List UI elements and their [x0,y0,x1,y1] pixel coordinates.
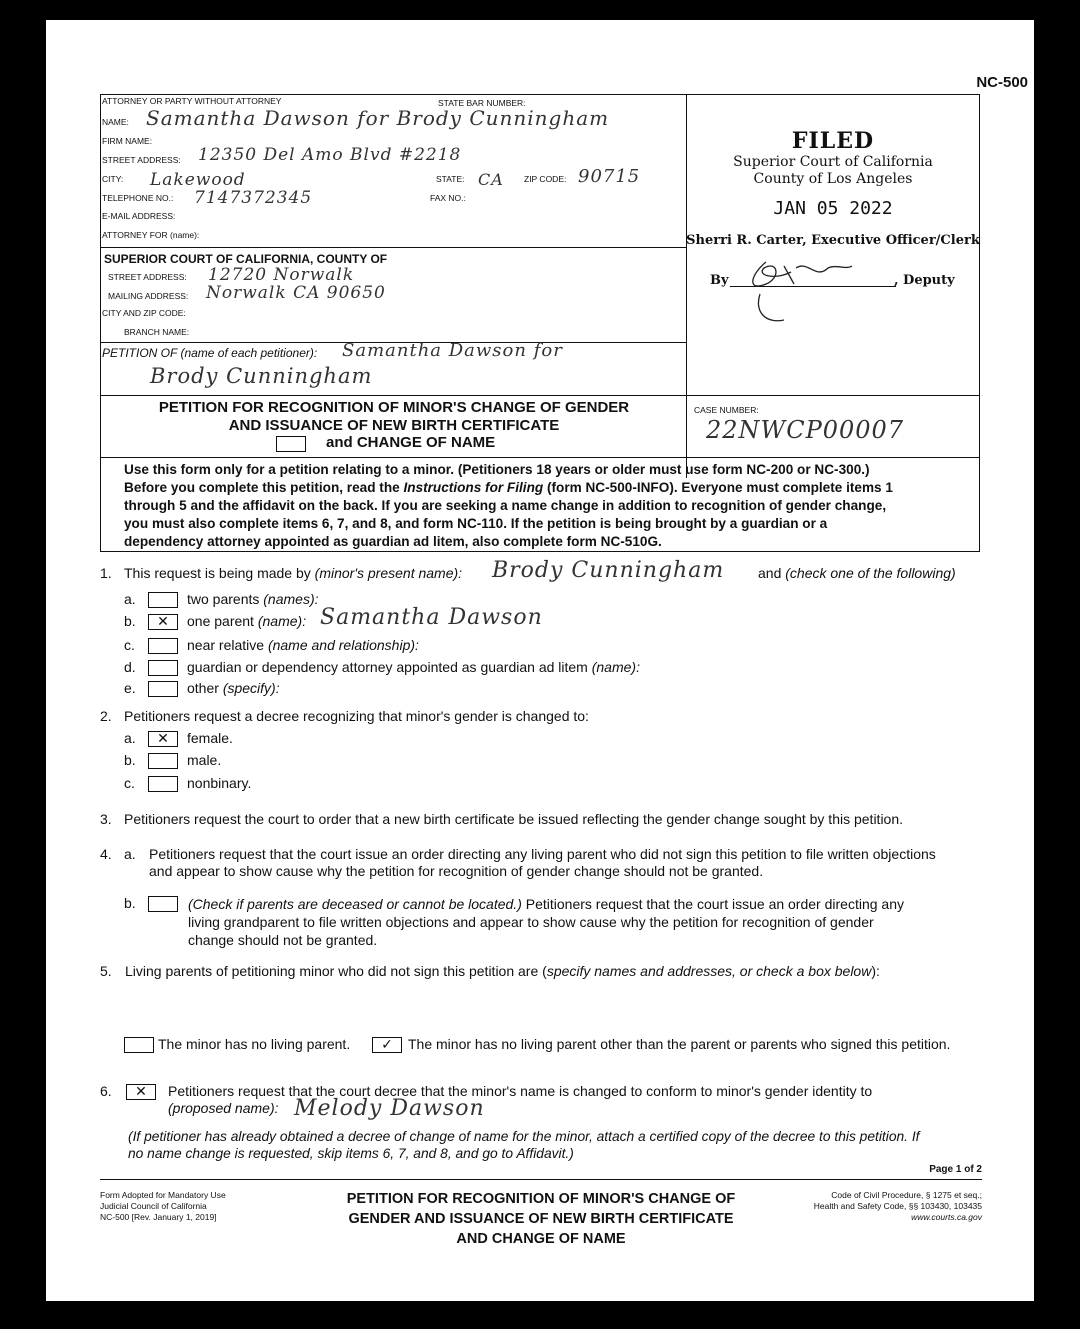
petition-of-value-2[interactable]: Brody Cunningham [150,364,373,388]
form-page [46,20,1034,1301]
court-mailing-label: MAILING ADDRESS: [108,291,189,301]
stamp-court-1: Superior Court of California [733,154,933,170]
name-label: NAME: [102,117,129,127]
name-change-checkbox[interactable] [276,436,306,452]
item4a-letter: a. [124,846,136,862]
item1a-text: two parents [187,591,264,607]
item6-note-2: no name change is requested, skip items 6, 7, and 8, and go to Affidavit.) [128,1146,574,1161]
male-checkbox[interactable] [148,753,178,769]
no-living-parent-checkbox[interactable] [124,1037,154,1053]
one-parent-name[interactable]: Samantha Dawson [320,605,543,630]
page-number: Page 1 of 2 [929,1164,982,1175]
minor-name-value[interactable]: Brody Cunningham [492,558,725,583]
item1-text-c: and [758,565,786,581]
instructions-line-4: you must also complete items 6, 7, and 8, and form NC-110. If the petition is being brought by a guardian or a [124,516,828,531]
item4a-text [149,846,936,880]
item2a-letter: a. [124,730,136,746]
item4b-line-1 [188,895,904,913]
case-number-label: CASE NUMBER: [694,405,759,415]
footer-adopted [100,1190,226,1223]
item3-text: Petitioners request the court to order that a new birth certificate be issued reflecting the gender change sought by this petition. [124,811,904,827]
item4b-line-2: living grandparent to file written objections and appear to show cause why the petition for recognition of gender [188,914,874,930]
item2c-letter: c. [124,775,135,791]
footer-title-1: PETITION FOR RECOGNITION OF MINOR'S CHANGE OF [346,1191,736,1207]
item1e-label [187,680,280,696]
title-line-2: AND ISSUANCE OF NEW BIRTH CERTIFICATE [228,417,560,434]
email-label: E-MAIL ADDRESS: [102,211,176,221]
item1e-text: other [187,680,223,696]
item1-text-b: (minor's present name): [314,565,463,581]
one-parent-checkbox[interactable]: ✕ [148,614,178,630]
name-change-request-checkbox[interactable]: ✕ [126,1084,156,1100]
item1a-hint: (names): [263,591,319,607]
stamp-officer: Sherri R. Carter, Executive Officer/Clerk [686,233,980,248]
phone-label: TELEPHONE NO.: [102,193,174,203]
petition-of-label: PETITION OF (name of each petitioner): [102,346,318,360]
court-street-label: STREET ADDRESS: [108,272,187,282]
footer-adopted-2: Judicial Council of California [100,1201,207,1211]
footer-codes [814,1190,982,1223]
court-branch-label: BRANCH NAME: [124,327,190,337]
title-line-3: and CHANGE OF NAME [326,434,496,451]
item1e-hint: (specify): [222,680,280,696]
item4b-letter: b. [124,895,136,911]
no-living-parent-label: The minor has no living parent. [158,1036,351,1052]
footer-title-3: AND CHANGE OF NAME [456,1231,626,1247]
footer-title [306,1189,776,1249]
item5-text-a: Living parents of petitioning minor who did not sign this petition are ( [125,963,547,979]
item4a-line-1: Petitioners request that the court issue an order directing any living parent who did not sign this petition to file written objections [149,846,936,862]
item3-num: 3. [100,811,112,827]
proposed-name-value[interactable]: Melody Dawson [294,1096,485,1121]
item1b-letter: b. [124,613,136,629]
female-checkbox[interactable]: ✕ [148,731,178,747]
footer-website[interactable]: www.courts.ca.gov [911,1212,982,1222]
case-number-value[interactable]: 22NWCP00007 [706,416,905,444]
court-cityzip-label: CITY AND ZIP CODE: [102,308,186,318]
footer-code-2: Health and Safety Code, §§ 103430, 103435 [813,1201,982,1211]
attorney-section-label: ATTORNEY OR PARTY WITHOUT ATTORNEY [102,96,282,106]
stamp-by: By [710,273,729,288]
court-street-value[interactable]: 12720 Norwalk [208,265,355,285]
item1c-letter: c. [124,637,135,653]
item1d-label [187,659,640,675]
petition-of-value-1[interactable]: Samantha Dawson for [342,340,563,361]
instructions-2a: Before you complete this petition, read the [124,480,404,495]
city-value[interactable]: Lakewood [150,170,246,190]
court-mailing-value[interactable]: Norwalk CA 90650 [206,283,386,303]
nonbinary-label: nonbinary. [187,775,252,791]
fax-label: FAX NO.: [430,193,466,203]
court-title: SUPERIOR COURT OF CALIFORNIA, COUNTY OF [104,252,388,266]
zip-value[interactable]: 90715 [578,166,641,187]
grandparent-checkbox[interactable] [148,896,178,912]
item4b-line-1b: Petitioners request that the court issue an order directing any [521,896,904,912]
item1-check-one [758,565,956,581]
item1-text-d: (check one of the following) [785,565,956,581]
city-label: CITY: [102,174,124,184]
filed-heading: FILED [791,128,875,154]
item1d-letter: d. [124,659,136,675]
name-value[interactable]: Samantha Dawson for Brody Cunningham [146,106,610,130]
male-label: male. [187,752,222,768]
item1c-text: near relative [187,637,268,653]
instructions [124,461,893,551]
nonbinary-checkbox[interactable] [148,776,178,792]
state-value[interactable]: CA [478,170,504,189]
phone-value[interactable]: 7147372345 [194,188,313,208]
footer-title-2: GENDER AND ISSUANCE OF NEW BIRTH CERTIFICATE [348,1211,734,1227]
item6-note-1: (If petitioner has already obtained a decree of change of name for the minor, attach a certified copy of the decree to this petition. If [128,1129,920,1144]
footer-code-1: Code of Civil Procedure, § 1275 et seq.; [831,1190,982,1200]
female-label: female. [187,730,233,746]
item2-num: 2. [100,708,112,724]
title-line-1: PETITION FOR RECOGNITION OF MINOR'S CHANGE OF GENDER [158,399,630,416]
item1c-hint: (name and relationship): [267,637,419,653]
item5-text [125,963,880,979]
item2-text: Petitioners request a decree recognizing that minor's gender is changed to: [124,708,589,724]
item1a-label [187,591,319,607]
state-bar-label: STATE BAR NUMBER: [438,98,526,108]
item2b-letter: b. [124,752,136,768]
item6-line-1: Petitioners request that the court decree that the minor's name is changed to conform to minor's gender identity to [168,1083,873,1099]
instructions-line-5: dependency attorney appointed as guardian ad litem, also complete form NC-510G. [124,534,662,549]
item1b-hint: (name): [257,613,307,629]
footer-adopted-1: Form Adopted for Mandatory Use [100,1190,226,1200]
street-value[interactable]: 12350 Del Amo Blvd #2218 [198,145,462,165]
guardian-checkbox[interactable] [148,660,178,676]
form-title [102,399,686,435]
instructions-line-3: through 5 and the affidavit on the back. If you are seeking a name change in addition to recognition of gender change, [124,498,887,513]
item1d-hint: (name): [591,659,640,675]
item5-text-c: ): [871,963,880,979]
zip-label: ZIP CODE: [524,174,567,184]
instructions-line-1: Use this form only for a petition relating to a minor. (Petitioners 18 years or older must use form NC-200 or NC-300.) [124,462,870,477]
no-other-parent-label: The minor has no living parent other than the parent or parents who signed this petition. [408,1036,951,1052]
stamp-court-2: County of Los Angeles [753,171,913,187]
item1b-text: one parent [187,613,258,629]
item1a-letter: a. [124,591,136,607]
item6-text [168,1083,872,1117]
stamp-deputy: , Deputy [894,273,955,288]
two-parents-checkbox[interactable] [148,592,178,608]
item1b-label [187,613,306,629]
attorney-for-label: ATTORNEY FOR (name): [102,230,200,240]
item4-num: 4. [100,846,112,862]
item1-text [124,565,462,581]
item1-num: 1. [100,565,112,581]
item4b-line-1a: (Check if parents are deceased or cannot be located.) [188,896,522,912]
item6-note [128,1128,920,1162]
street-label: STREET ADDRESS: [102,155,181,165]
form-number: NC-500 [976,74,1028,91]
near-relative-checkbox[interactable] [148,638,178,654]
item1d-text: guardian or dependency attorney appointed as guardian ad litem [187,659,592,675]
item5-num: 5. [100,963,112,979]
item4b-text [188,895,904,949]
other-checkbox[interactable] [148,681,178,697]
no-other-parent-checkbox[interactable]: ✓ [372,1037,402,1053]
stamp-date: JAN 05 2022 [773,198,893,219]
item4a-line-2: and appear to show cause why the petition for recognition of gender change should not be granted. [149,863,764,879]
item5-text-b: specify names and addresses, or check a box below [546,963,872,979]
instructions-line-2 [124,479,893,497]
item4b-line-3: change should not be granted. [188,932,378,948]
item6-line-2: (proposed name): [168,1100,279,1116]
instructions-2c: (form NC-500-INFO). Everyone must complete items 1 [543,480,893,495]
state-label: STATE: [436,174,465,184]
filed-stamp [686,128,980,248]
clerk-signature [736,254,866,326]
item6-num: 6. [100,1083,112,1099]
item1c-label [187,637,419,653]
footer-adopted-3: NC-500 [Rev. January 1, 2019] [100,1212,217,1222]
firm-label: FIRM NAME: [102,136,153,146]
item1-text-a: This request is being made by [124,565,315,581]
instructions-2b: Instructions for Filing [403,480,544,495]
item1e-letter: e. [124,680,136,696]
